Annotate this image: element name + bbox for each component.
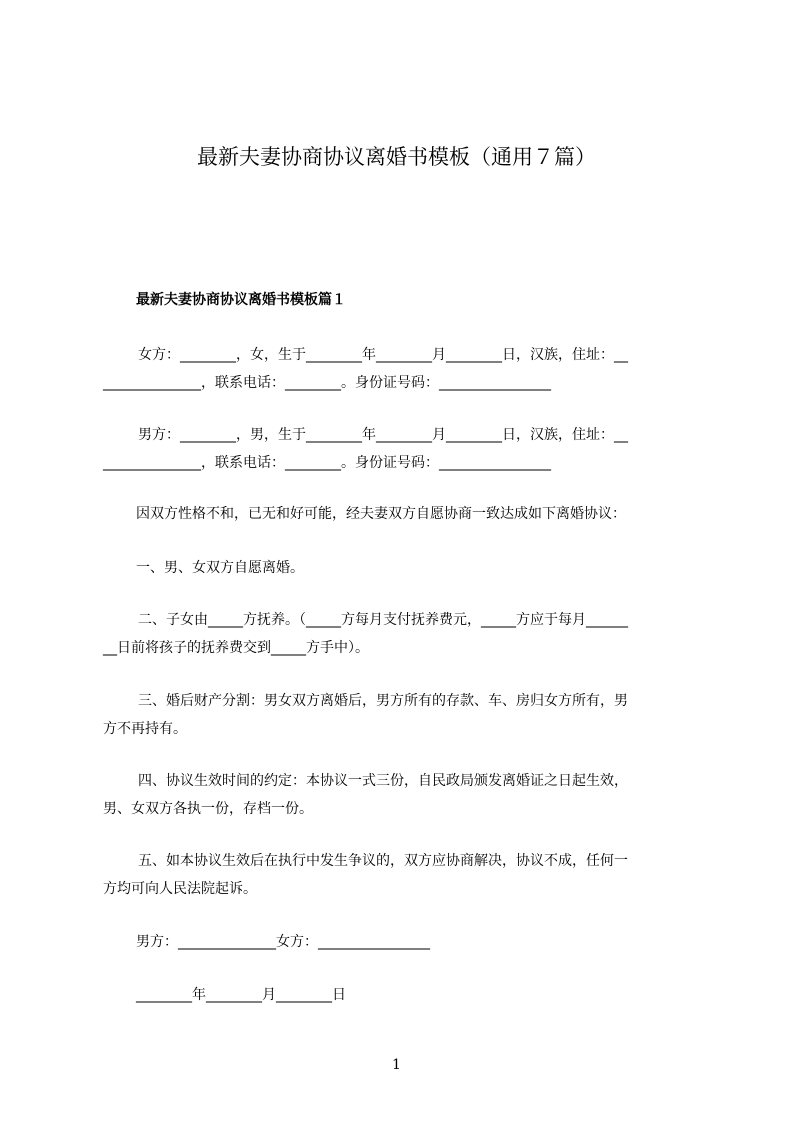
page-number: 1 — [392, 1057, 401, 1073]
paragraph-line: 三、婚后财产分割：男女双方离婚后，男方所有的存款、车、房归女方所有，男 — [138, 693, 628, 709]
paragraph-clause-5 — [103, 847, 703, 903]
paragraph-signature-line — [103, 928, 703, 956]
paragraph-line: 男方：______________女方：________________ — [136, 934, 430, 950]
paragraph-date-line — [103, 981, 703, 1009]
paragraph-line: __日前将孩子的抚养费交到_____方手中）。 — [103, 640, 369, 656]
paragraph-clause-1 — [103, 554, 703, 582]
paragraph-line: 男、女双方各执一份，存档一份。 — [103, 801, 313, 817]
paragraph-line: 四、协议生效时间的约定：本协议一式三份，自民政局颁发离婚证之日起生效， — [138, 773, 628, 789]
paragraph-line: ______________，联系电话：________。身份证号码：________________ — [103, 455, 551, 471]
paragraph-line: 男方：________，男，生于________年________月________日，汉族，住址：__ — [138, 427, 628, 443]
paragraph-line: 五、如本协议生效后在执行中发生争议的，双方应协商解决，协议不成，任何一 — [138, 853, 628, 869]
paragraph-line: 二、子女由_____方抚养。（_____方每月支付抚养费元，_____方应于每月______ — [138, 612, 628, 628]
paragraph-clause-4 — [103, 767, 703, 823]
paragraph-line: 一、男、女双方自愿离婚。 — [136, 560, 304, 576]
section-heading: 最新夫妻协商协议离婚书模板篇１ — [136, 292, 346, 308]
paragraph-line: 方均可向人民法院起诉。 — [103, 881, 257, 897]
paragraph-line: ______________，联系电话：________。身份证号码：________________ — [103, 375, 551, 391]
paragraph-line: 方不再持有。 — [103, 721, 187, 737]
document-title: 最新夫妻协商协议离婚书模板（通用７篇） — [197, 145, 596, 169]
paragraph-preamble — [103, 500, 703, 528]
paragraph-line: 因双方性格不和，已无和好可能，经夫妻双方自愿协商一致达成如下离婚协议： — [136, 506, 626, 522]
paragraph-clause-2 — [103, 606, 703, 662]
paragraph-clause-3 — [103, 687, 703, 743]
paragraph-line: 女方：________，女，生于________年________月________日，汉族，住址：__ — [138, 347, 628, 363]
paragraph-wife-info — [103, 341, 703, 397]
paragraph-line: ________年________月________日 — [136, 987, 346, 1003]
paragraph-husband-info — [103, 421, 703, 477]
